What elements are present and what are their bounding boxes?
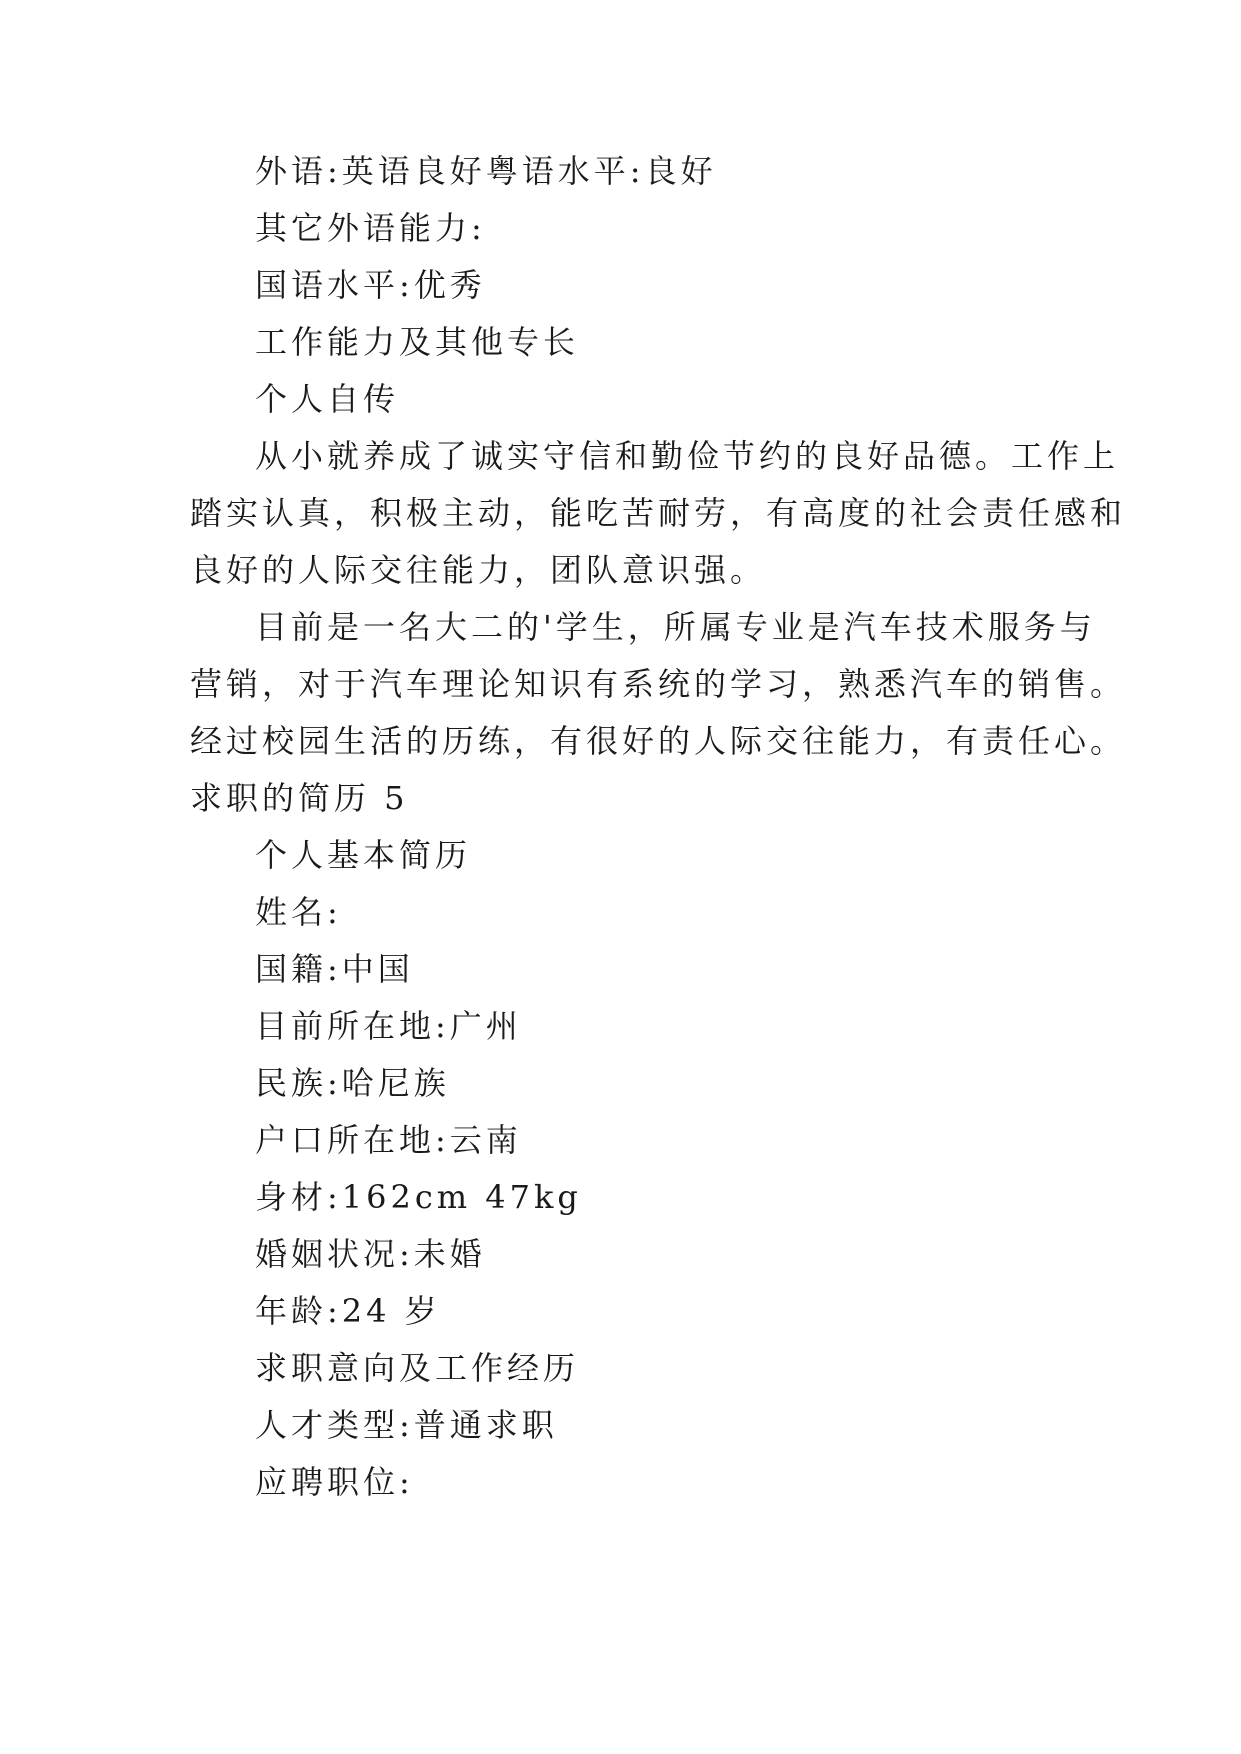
field-name: 姓名: [255,893,342,931]
field-household-registration: 户口所在地:云南 [255,1121,522,1159]
section-heading-basic-info: 个人基本简历 [255,836,472,874]
field-nationality: 国籍:中国 [255,950,414,988]
field-current-location: 目前所在地:广州 [255,1007,522,1045]
text-line-mandarin-level: 国语水平:优秀 [255,266,486,304]
field-talent-type: 人才类型:普通求职 [255,1406,558,1444]
field-marital-status: 婚姻状况:未婚 [255,1235,486,1273]
paragraph-line: 踏实认真，积极主动，能吃苦耐劳，有高度的社会责任感和 [190,494,1127,532]
field-position-applied: 应聘职位: [255,1463,414,1501]
paragraph-line: 营销，对于汽车理论知识有系统的学习，熟悉汽车的销售。 [190,665,1127,703]
paragraph-line: 良好的人际交往能力，团队意识强。 [190,551,767,589]
text-line-other-languages: 其它外语能力: [255,209,486,247]
text-line-foreign-language: 外语:英语良好粤语水平:良好 [255,152,717,190]
section-heading-job-intent: 求职意向及工作经历 [255,1349,580,1387]
resume-title: 求职的简历 5 [190,779,409,817]
paragraph-line: 经过校园生活的历练，有很好的人际交往能力，有责任心。 [190,722,1127,760]
section-heading-abilities: 工作能力及其他专长 [255,323,580,361]
paragraph-line: 从小就养成了诚实守信和勤俭节约的良好品德。工作上 [255,437,1120,475]
field-height-weight: 身材:162cm 47kg [255,1178,582,1216]
field-age: 年龄:24 岁 [255,1292,441,1330]
section-heading-autobiography: 个人自传 [255,380,400,418]
paragraph-line: 目前是一名大二的'学生，所属专业是汽车技术服务与 [255,608,1096,646]
field-ethnicity: 民族:哈尼族 [255,1064,450,1102]
